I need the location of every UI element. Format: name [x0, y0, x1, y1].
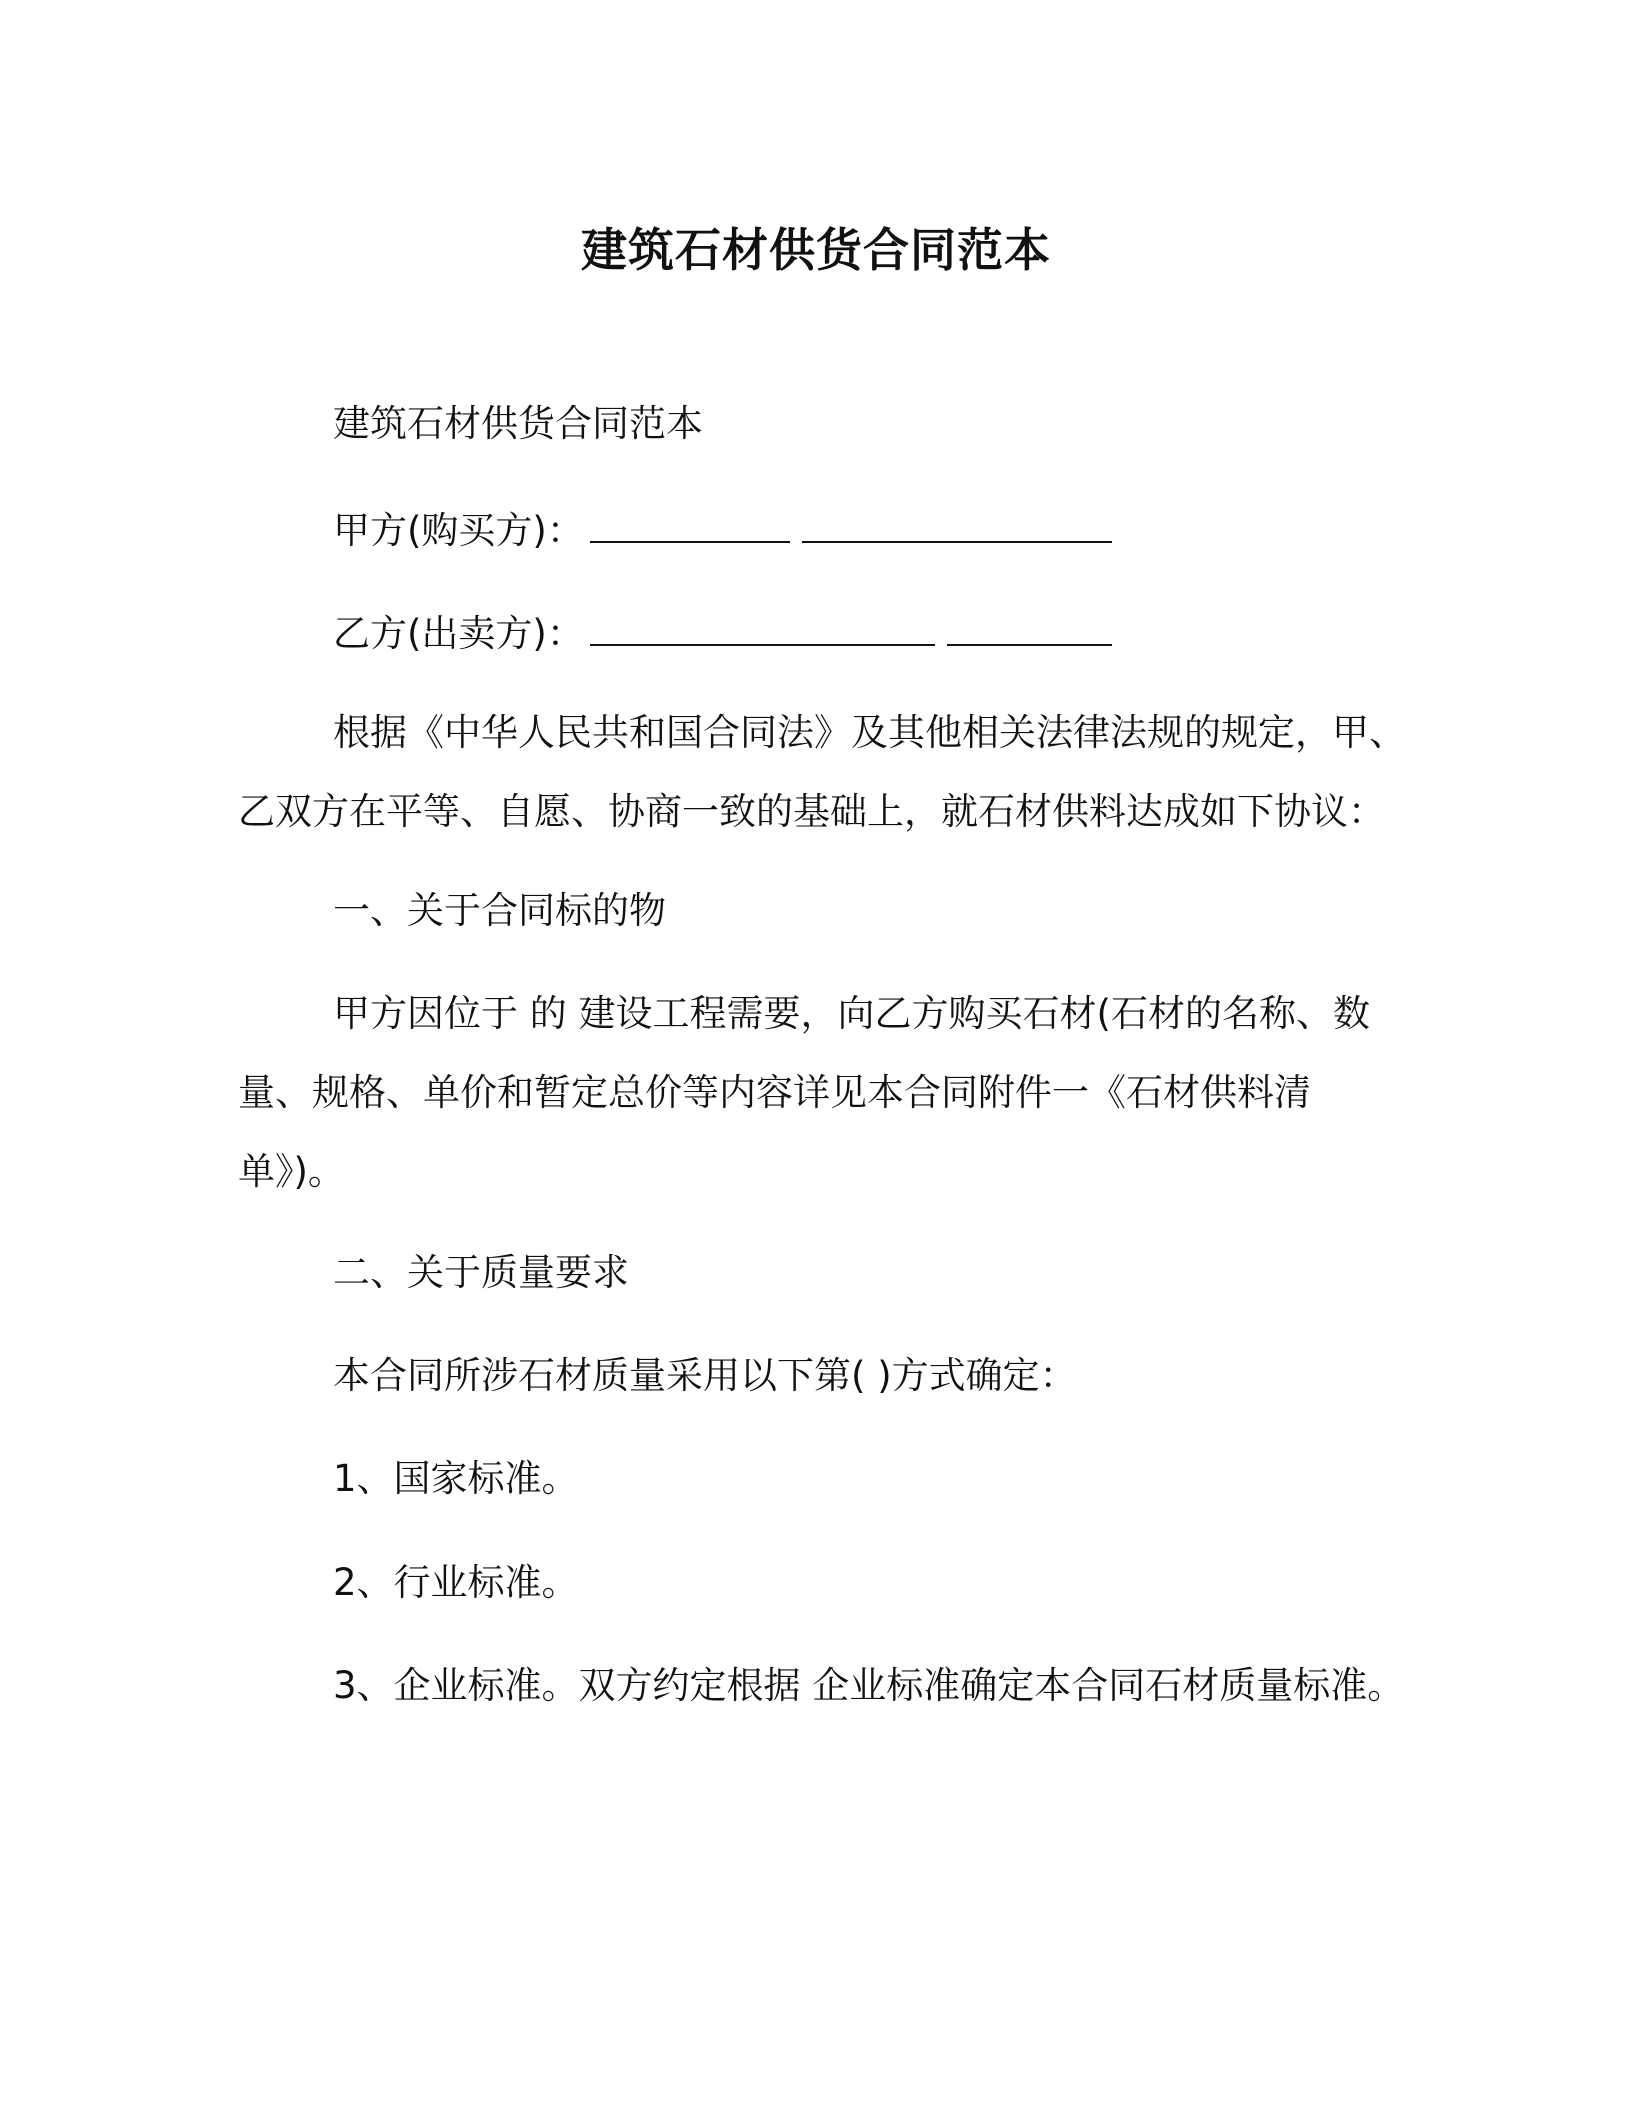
party-a-blank-2	[802, 505, 1112, 543]
section1-line-3: 单》)。	[238, 1150, 345, 1193]
section1-heading: 一、关于合同标的物	[333, 889, 666, 932]
party-b-blank-1	[590, 608, 935, 646]
party-b-blank-2	[947, 608, 1112, 646]
party-a-blank-1	[590, 505, 790, 543]
section2-intro: 本合同所涉石材质量采用以下第( )方式确定：	[333, 1354, 1077, 1397]
section2-heading: 二、关于质量要求	[333, 1251, 629, 1294]
section1-line-2: 量、规格、单价和暂定总价等内容详见本合同附件一《石材供料清	[238, 1071, 1311, 1114]
party-a-label: 甲方(购买方)：	[333, 509, 584, 552]
intro-line-2: 乙双方在平等、自愿、协商一致的基础上，就石材供料达成如下协议：	[238, 790, 1385, 833]
document-title: 建筑石材供货合同范本	[581, 223, 1051, 277]
party-b-line	[333, 608, 1112, 660]
option-3: 3、企业标准。双方约定根据 企业标准确定本合同石材质量标准。	[333, 1664, 1405, 1707]
option-1: 1、国家标准。	[333, 1457, 579, 1500]
party-b-label: 乙方(出卖方)：	[333, 612, 584, 655]
party-a-line	[333, 505, 1112, 557]
document-subtitle: 建筑石材供货合同范本	[333, 402, 703, 445]
option-2: 2、行业标准。	[333, 1561, 579, 1604]
section1-line-1: 甲方因位于 的 建设工程需要，向乙方购买石材(石材的名称、数	[333, 992, 1370, 1035]
intro-line-1: 根据《中华人民共和国合同法》及其他相关法律法规的规定，甲、	[333, 711, 1406, 754]
